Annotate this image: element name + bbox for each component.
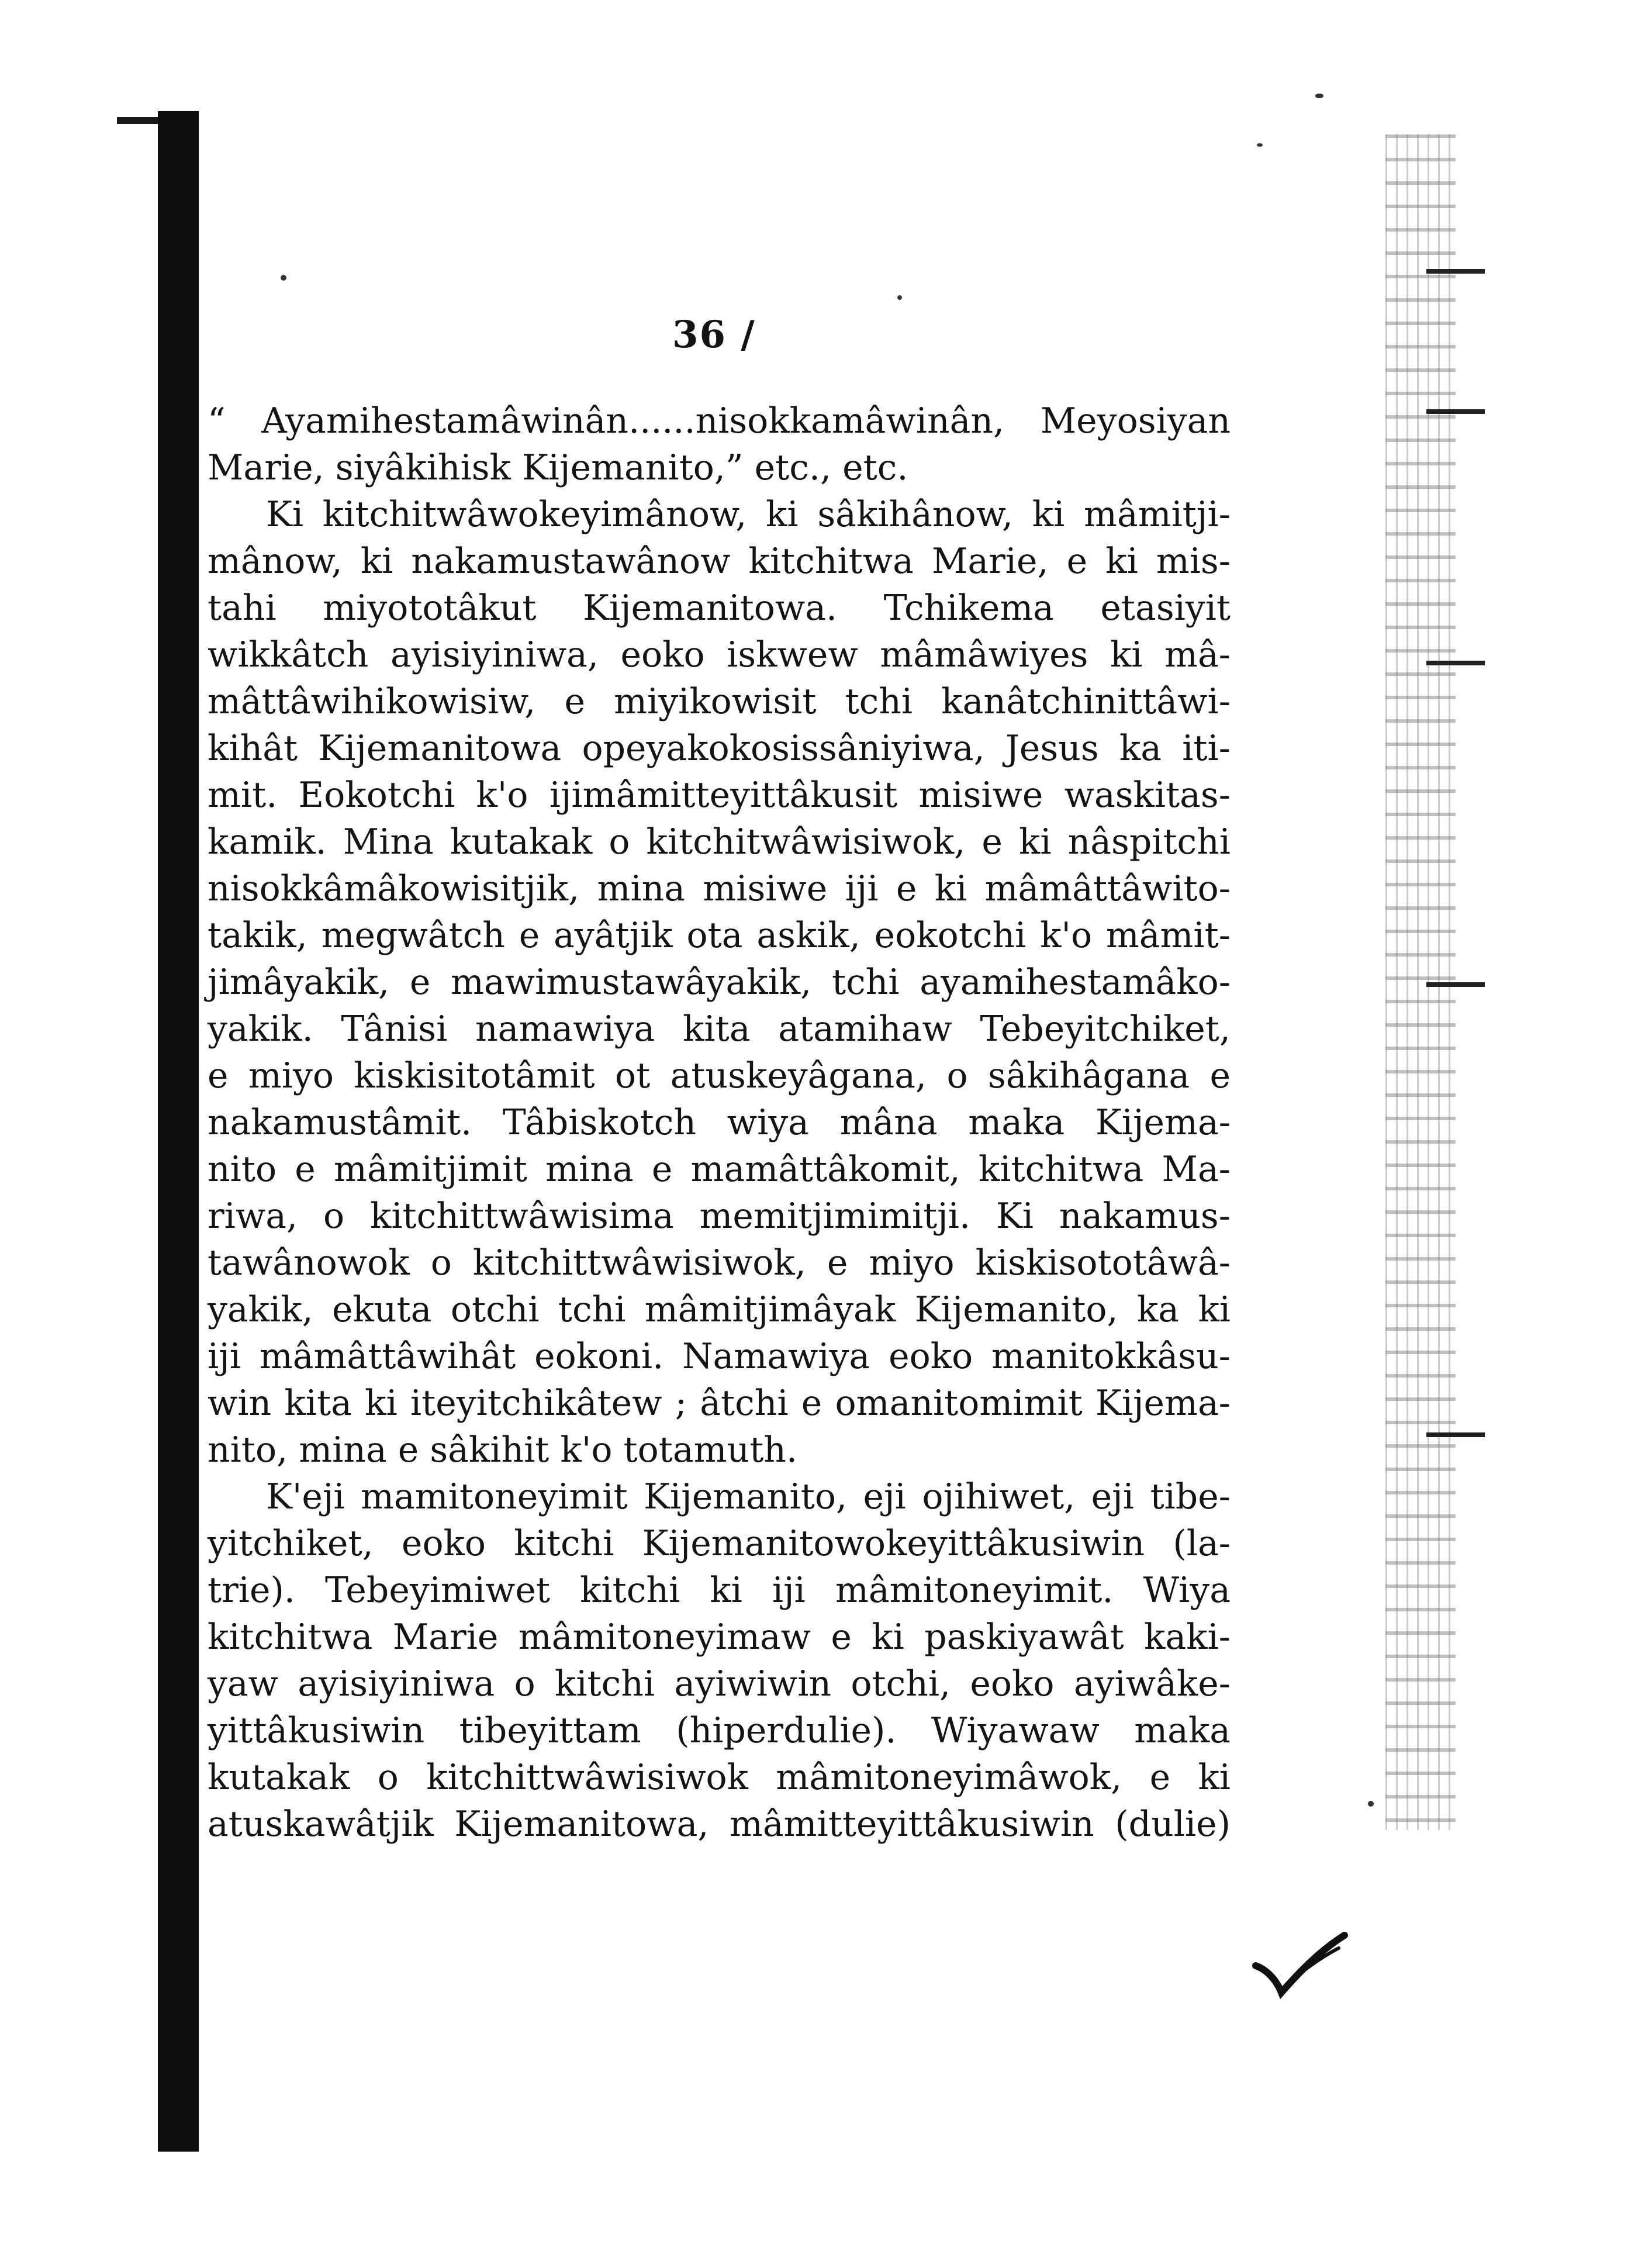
text-line: e miyo kiskisitotâmit ot atuskeyâgana, o sâkihâgana e bbox=[208, 1055, 1231, 1096]
text-line: atuskawâtjik Kijemanitowa, mâmitteyittâkusiwin (dulie) bbox=[208, 1804, 1231, 1845]
text-line: mânow, ki nakamustawânow kitchitwa Marie, e ki mis- bbox=[208, 541, 1231, 582]
text-line: yitchiket, eoko kitchi Kijemanitowokeyittâkusiwin (la- bbox=[208, 1523, 1231, 1564]
text-line: nisokkâmâkowisitjik, mina misiwe iji e ki mâmâttâwito- bbox=[208, 868, 1231, 909]
text-line: win kita ki iteyitchikâtew ; âtchi e omanitomimit Kijema- bbox=[208, 1383, 1231, 1424]
gutter-shadow bbox=[158, 111, 199, 2152]
check-mark-icon bbox=[1251, 1929, 1350, 2000]
text-line: kihât Kijemanitowa opeyakokosissâniyiwa, Jesus ka iti- bbox=[208, 728, 1231, 769]
scan-speck bbox=[1368, 1801, 1374, 1807]
scan-speck bbox=[1315, 94, 1323, 98]
text-line: tahi miyototâkut Kijemanitowa. Tchikema etasiyit bbox=[208, 588, 1231, 629]
text-line: iji mâmâttâwihât eokoni. Namawiya eoko manitokkâsu- bbox=[208, 1336, 1231, 1377]
binding-tick-mark bbox=[1426, 661, 1485, 665]
text-line: yaw ayisiyiniwa o kitchi ayiwiwin otchi, eoko ayiwâke- bbox=[208, 1663, 1231, 1704]
text-line: kitchitwa Marie mâmitoneyimaw e ki paskiyawât kaki- bbox=[208, 1617, 1231, 1658]
text-line: Marie, siyâkihisk Kijemanito,” etc., etc. bbox=[208, 447, 908, 488]
text-line: K'eji mamitoneyimit Kijemanito, eji ojihiwet, eji tibe- bbox=[266, 1476, 1231, 1517]
text-line: trie). Tebeyimiwet kitchi ki iji mâmitoneyimit. Wiya bbox=[208, 1570, 1231, 1611]
body-text bbox=[208, 398, 1231, 1848]
text-line: “ Ayamihestamâwinân......nisokkamâwinân, Meyosiyan bbox=[208, 401, 1231, 441]
text-line: mit. Eokotchi k'o ijimâmitteyittâkusit misiwe waskitas- bbox=[208, 775, 1231, 816]
binding-tick-mark bbox=[1426, 982, 1485, 987]
text-line: takik, megwâtch e ayâtjik ota askik, eokotchi k'o mâmit- bbox=[208, 915, 1231, 956]
text-line: kutakak o kitchittwâwisiwok mâmitoneyimâwok, e ki bbox=[208, 1757, 1231, 1798]
text-line: riwa, o kitchittwâwisima memitjimimitji. Ki nakamus- bbox=[208, 1196, 1231, 1237]
text-line: nito, mina e sâkihit k'o totamuth. bbox=[208, 1430, 798, 1470]
binding-tick-mark bbox=[1426, 269, 1485, 274]
text-line: yakik, ekuta otchi tchi mâmitjimâyak Kijemanito, ka ki bbox=[208, 1289, 1231, 1330]
text-line: mâttâwihikowisiw, e miyikowisit tchi kanâtchinittâwi- bbox=[208, 681, 1231, 722]
scan-speck bbox=[1257, 143, 1263, 147]
page-number: 36 / bbox=[672, 313, 756, 357]
text-line: nito e mâmitjimit mina e mamâttâkomit, kitchitwa Ma- bbox=[208, 1149, 1231, 1190]
text-line: wikkâtch ayisiyiniwa, eoko iskwew mâmâwiyes ki mâ- bbox=[208, 634, 1231, 675]
binding-tick-mark bbox=[1426, 409, 1485, 414]
text-line: nakamustâmit. Tâbiskotch wiya mâna maka Kijema- bbox=[208, 1102, 1231, 1143]
scan-speck bbox=[897, 295, 902, 300]
binding-tick-mark bbox=[1426, 1432, 1485, 1437]
scan-speck bbox=[281, 275, 286, 281]
text-line: kamik. Mina kutakak o kitchitwâwisiwok, e ki nâspitchi bbox=[208, 821, 1231, 862]
text-line: yittâkusiwin tibeyittam (hiperdulie). Wiyawaw maka bbox=[208, 1710, 1231, 1751]
text-line: Ki kitchitwâwokeyimânow, ki sâkihânow, ki mâmitji- bbox=[266, 494, 1231, 535]
text-line: jimâyakik, e mawimustawâyakik, tchi ayamihestamâko- bbox=[208, 962, 1231, 1003]
text-line: yakik. Tânisi namawiya kita atamihaw Tebeyitchiket, bbox=[208, 1009, 1231, 1049]
text-line: tawânowok o kitchittwâwisiwok, e miyo kiskisototâwâ- bbox=[208, 1242, 1231, 1283]
